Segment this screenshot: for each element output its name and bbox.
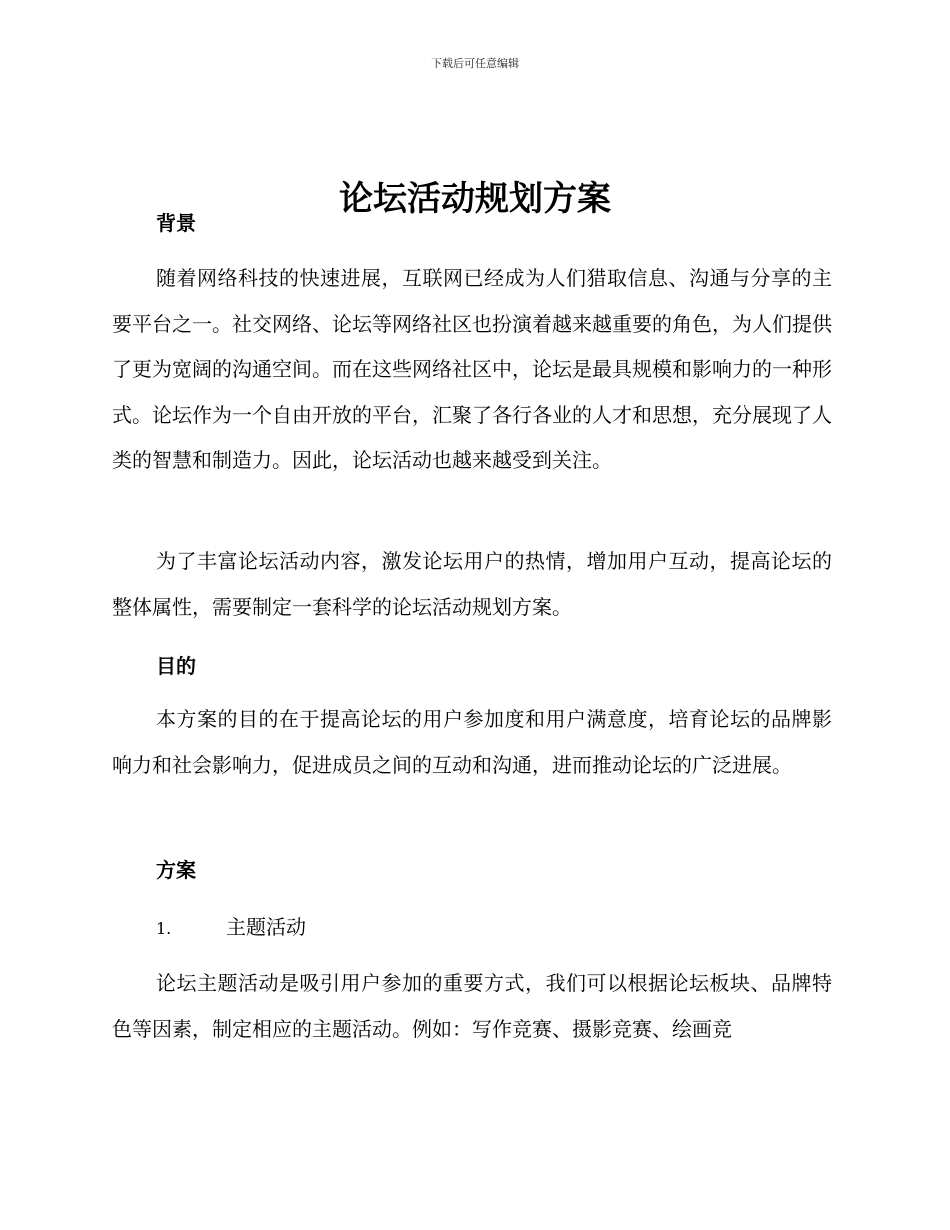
paragraph-background-2: 为了丰富论坛活动内容，激发论坛用户的热情，增加用户互动，提高论坛的整体属性，需要制定一套科学的论坛活动规划方案。 [112,549,832,619]
page-header-note: 下载后可任意编辑 [431,57,519,70]
section-heading-plan: 方案 [156,858,196,882]
section-heading-purpose: 目的 [156,654,196,678]
section-heading-background: 背景 [156,211,196,235]
list-item-label: 主题活动 [226,915,306,939]
paragraph-plan-1: 论坛主题活动是吸引用户参加的重要方式，我们可以根据论坛板块、品牌特色等因素，制定相应的主题活动。例如：写作竞赛、摄影竞赛、绘画竞 [112,971,832,1041]
paragraph-purpose-1: 本方案的目的在于提高论坛的用户参加度和用户满意度，培育论坛的品牌影响力和社会影响力，促进成员之间的互动和沟通，进而推动论坛的广泛进展。 [112,707,832,777]
list-item-number: 1. [156,919,172,938]
document-title: 论坛活动规划方案 [339,178,611,219]
list-item-theme-activity [156,911,306,940]
paragraph-background-1: 随着网络科技的快速进展，互联网已经成为人们猎取信息、沟通与分享的主要平台之一。社交网络、论坛等网络社区也扮演着越来越重要的角色，为人们提供了更为宽阔的沟通空间。而在这些网络社区中，论坛是最具规模和影响力的一种形式。论坛作为一个自由开放的平台，汇聚了各行各业的人才和思想，充分展现了人类的智慧和制造力。因此，论坛活动也越来越受到关注。 [112,266,832,472]
